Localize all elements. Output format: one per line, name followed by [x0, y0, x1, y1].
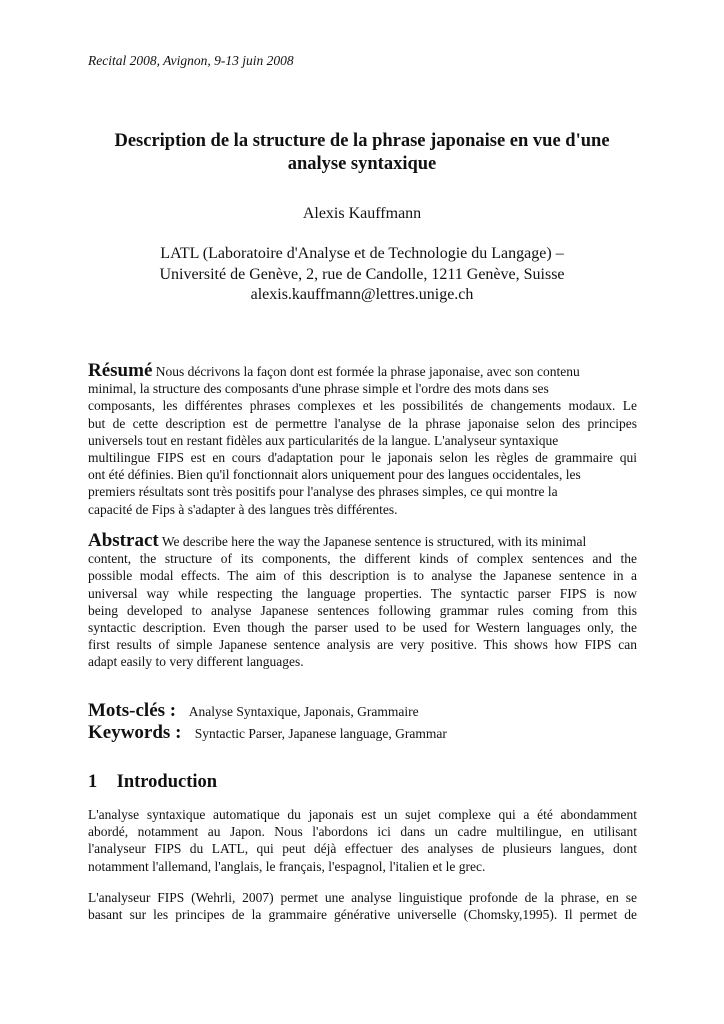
affiliation-line: Université de Genève, 2, rue de Candolle, 1211 Genève, Suisse [159, 265, 565, 283]
keywords-label: Keywords : [88, 722, 182, 743]
resume-line: capacité de Fips à s'adapter à des langues très différentes. [88, 501, 398, 517]
resume-line: minimal, la structure des composants d'une phrase simple et l'ordre des mots dans ses [88, 381, 549, 397]
abstract-line: possible modal effects. The aim of this description is to analyse the Japanese sentence in a [88, 568, 637, 584]
resume-line: universels tout en restant fidèles aux particularités de la langue. L'analyseur syntaxique [88, 432, 559, 448]
paragraph-line: abordé, notamment au Japon. Nous l'abordons ici dans un cadre multilingue, en utilisant [88, 824, 637, 840]
title-line: analyse syntaxique [287, 154, 437, 174]
running-header: Recital 2008, Avignon, 9-13 juin 2008 [88, 53, 294, 68]
author-affiliation [60, 244, 664, 306]
abstract-line: We describe here the way the Japanese sentence is structured, with its minimal [161, 534, 587, 549]
resume-line: ont été définies. Bien qu'il fonctionnait alors uniquement pour des langues occidentales, les [88, 467, 581, 483]
affiliation-line: LATL (Laboratoire d'Analyse et de Technologie du Langage) – [160, 245, 564, 262]
paragraph-line: notamment l'allemand, l'anglais, le français, l'espagnol, l'italien et le grec. [88, 858, 486, 874]
resume-heading: Résumé [88, 360, 153, 381]
abstract-heading: Abstract [88, 530, 159, 551]
author-email: alexis.kauffmann@lettres.unige.ch [250, 286, 474, 303]
mots-cles-value: Analyse Syntaxique, Japonais, Grammaire [188, 704, 419, 719]
keywords-row [88, 722, 447, 744]
section-heading-introduction [88, 772, 217, 793]
abstract-line: adapt easily to very different languages. [88, 654, 304, 670]
abstract-line: first results of simple Japanese sentence analysis are very positive. This shows how FIPS can [88, 637, 637, 653]
resume-line: Nous décrivons la façon dont est formée la phrase japonaise, avec son contenu [155, 364, 580, 379]
abstract-first-line [88, 532, 637, 550]
resume-line: composants, les différentes phrases complexes et les possibilités de changements modaux. Le [88, 398, 637, 414]
resume-block [88, 362, 637, 518]
paper-title [60, 130, 664, 176]
paragraph-line: l'analyseur FIPS du LATL, qui peut déjà effectuer des analyses de plusieurs langues, dont [88, 841, 637, 857]
resume-line: multilingue FIPS est en cours d'adaptation pour le japonais selon les règles de grammaire qui [88, 449, 637, 465]
paragraph-line: basant sur les principes de la grammaire générative universelle (Chomsky,1995). Il permet de [88, 907, 637, 923]
abstract-line: content, the structure of its components, the different kinds of complex sentences and the [88, 551, 637, 567]
intro-paragraph-2 [88, 889, 637, 923]
keywords-value: Syntactic Parser, Japanese language, Grammar [194, 726, 447, 741]
author-name: Alexis Kauffmann [302, 205, 422, 222]
title-line: Description de la structure de la phrase japonaise en vue d'une [114, 131, 610, 151]
section-title: Introduction [116, 772, 218, 792]
abstract-line: being developed to analyse Japanese sentences following grammar rules coming from this [88, 602, 637, 618]
resume-first-line [88, 362, 637, 380]
section-number: 1 [88, 772, 98, 792]
resume-line: premiers résultats sont très positifs pour l'analyse des phrases simples, ce qui montre la [88, 484, 558, 500]
paragraph-line: L'analyse syntaxique automatique du japonais est un sujet complexe qui a été abondamment [88, 807, 637, 822]
abstract-line: syntactic description. Even though the parser used to be used for Western languages only, the [88, 619, 637, 635]
intro-paragraph-1 [88, 806, 637, 875]
abstract-block [88, 532, 637, 671]
abstract-line: universal way while respecting the language properties. The syntactic parser FIPS is now [88, 585, 637, 601]
mots-cles-label: Mots-clés : [88, 700, 177, 721]
paragraph-line: L'analyseur FIPS (Wehrli, 2007) permet une analyse linguistique profonde de la phrase, en se [88, 890, 637, 905]
mots-cles-row [88, 700, 419, 722]
resume-line: but de cette description est de permettre l'analyse de la phrase japonaise selon des principes [88, 415, 637, 431]
